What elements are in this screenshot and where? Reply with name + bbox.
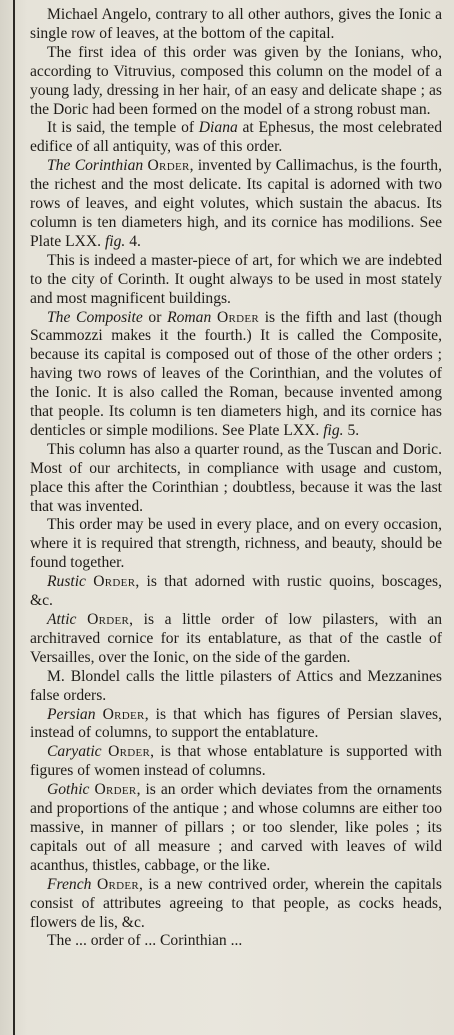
text-run: or <box>142 308 168 326</box>
italic-term: Rustic <box>47 573 86 591</box>
text-run: 4. <box>125 232 141 250</box>
small-caps-term: Order <box>94 781 137 799</box>
italic-term: fig. <box>104 232 126 250</box>
paragraph-11 <box>30 668 442 706</box>
text-run <box>76 611 87 628</box>
small-caps-term: Order <box>108 743 151 761</box>
italic-term: Caryatic <box>47 743 102 761</box>
paragraph-6 <box>30 309 442 441</box>
italic-term: Roman <box>167 308 212 326</box>
paragraph-9 <box>30 573 442 611</box>
italic-term: Diana <box>198 119 238 137</box>
cut-off-line: The ... order of ... Corinthian ... <box>47 932 243 950</box>
italic-term: French <box>47 875 92 893</box>
italic-term: The Composite <box>47 308 143 326</box>
italic-term: Attic <box>47 611 77 628</box>
text-run: is the fifth and last (though Scammozzi makes it the fourth.) It is called the Composite, because its capital is composed out of those of the other orders ; having two rows of leaves of the Corinthian, and the volutes of the Ionic. It is also called the Roman, because invented among that people. Its column is ten diameters high, and its cornice has denticles or simple modilions. See Plate LXX. <box>30 308 442 439</box>
text-run: , is an order which deviates from the ornaments and proportions of the antique ; and whose columns are either too massive, in manner of pillars ; or too slender, like poles ; its capitals out of all measure ; and carved with leaves of wild acanthus, thistles, cabbage, or the like. <box>30 781 442 874</box>
paragraph-10 <box>30 611 442 668</box>
paragraph-12 <box>30 706 442 744</box>
small-caps-term: Order <box>93 573 136 591</box>
page-text <box>30 6 442 932</box>
text-run: This is indeed a master-piece of art, for which we are indebted to the city of Corinth. It ought always to be used in most stately and most magnificent buildings. <box>30 251 442 307</box>
text-run: This column has also a quarter round, as the Tuscan and Doric. Most of our architects, in compliance with usage and custom, place this after the Corinthian ; doubtless, because it was the last that was invented. <box>30 440 442 515</box>
text-run: M. Blondel calls the little pilasters of Attics and Mezzanines false orders. <box>30 667 442 704</box>
margin-rule <box>13 0 15 1035</box>
text-run: This order may be used in every place, and on every occasion, where it is required that strength, richness, and beauty, should be found together. <box>30 516 442 572</box>
text-run: , is that adorned with rustic quoins, boscages, &c. <box>30 573 442 610</box>
text-run: , is that whose entablature is supported with figures of women instead of columns. <box>30 743 442 780</box>
paragraph-8 <box>30 516 442 573</box>
italic-term: Gothic <box>47 781 90 799</box>
paragraph-15 <box>30 876 442 933</box>
small-caps-term: Order <box>216 308 260 326</box>
italic-term: fig. <box>323 421 344 439</box>
text-run: , is that which has figures of Persian slaves, instead of columns, to support the entablature. <box>30 705 442 742</box>
paragraph-7 <box>30 441 442 517</box>
text-run: 5. <box>343 421 360 439</box>
paragraph-2 <box>30 44 442 120</box>
paragraph-4 <box>30 157 442 252</box>
text-run: It is said, the temple of <box>47 119 199 137</box>
paragraph-5 <box>30 252 442 309</box>
text-run: , invented by Callimachus, is the fourth, the richest and the most delicate. Its capital is adorned with two rows of leaves, and eight volutes, which sustain the abacus. Its column is ten diameters high, and its cornice has modilions. See Plate LXX. <box>30 157 443 250</box>
small-caps-term: Order <box>147 157 190 175</box>
paragraph-3 <box>30 119 442 157</box>
small-caps-term: Order <box>102 705 145 723</box>
paragraph-13 <box>30 743 442 781</box>
italic-term: The Corinthian <box>47 157 144 175</box>
italic-term: Persian <box>47 705 96 723</box>
paragraph-14 <box>30 781 442 876</box>
text-run: , is a new contrived order, wherein the capitals consist of attributes agreeing to that people, as cocks heads, flowers de lis, &c. <box>30 875 442 931</box>
text-run: The first idea of this order was given by the Ionians, who, according to Vitruvius, composed this column on the model of a young lady, dressing in her hair, of an easy and delicate shape ; as the Doric had been formed on the model of a strong robust man. <box>30 43 442 118</box>
text-run: at Ephesus, the most celebrated edifice of all antiquity, was of this order. <box>30 119 442 156</box>
paragraph-1 <box>30 6 442 44</box>
text-run <box>96 706 103 723</box>
small-caps-term: Order <box>96 875 140 893</box>
small-caps-term: Order <box>87 611 130 628</box>
text-run: Michael Angelo, contrary to all other authors, gives the Ionic a single row of leaves, at the bottom of the capital. <box>30 6 442 42</box>
text-run: , is a little order of low pilasters, with an architraved cornice for its entablature, as that of the castle of Versailles, over the Ionic, on the side of the garden. <box>30 611 442 666</box>
